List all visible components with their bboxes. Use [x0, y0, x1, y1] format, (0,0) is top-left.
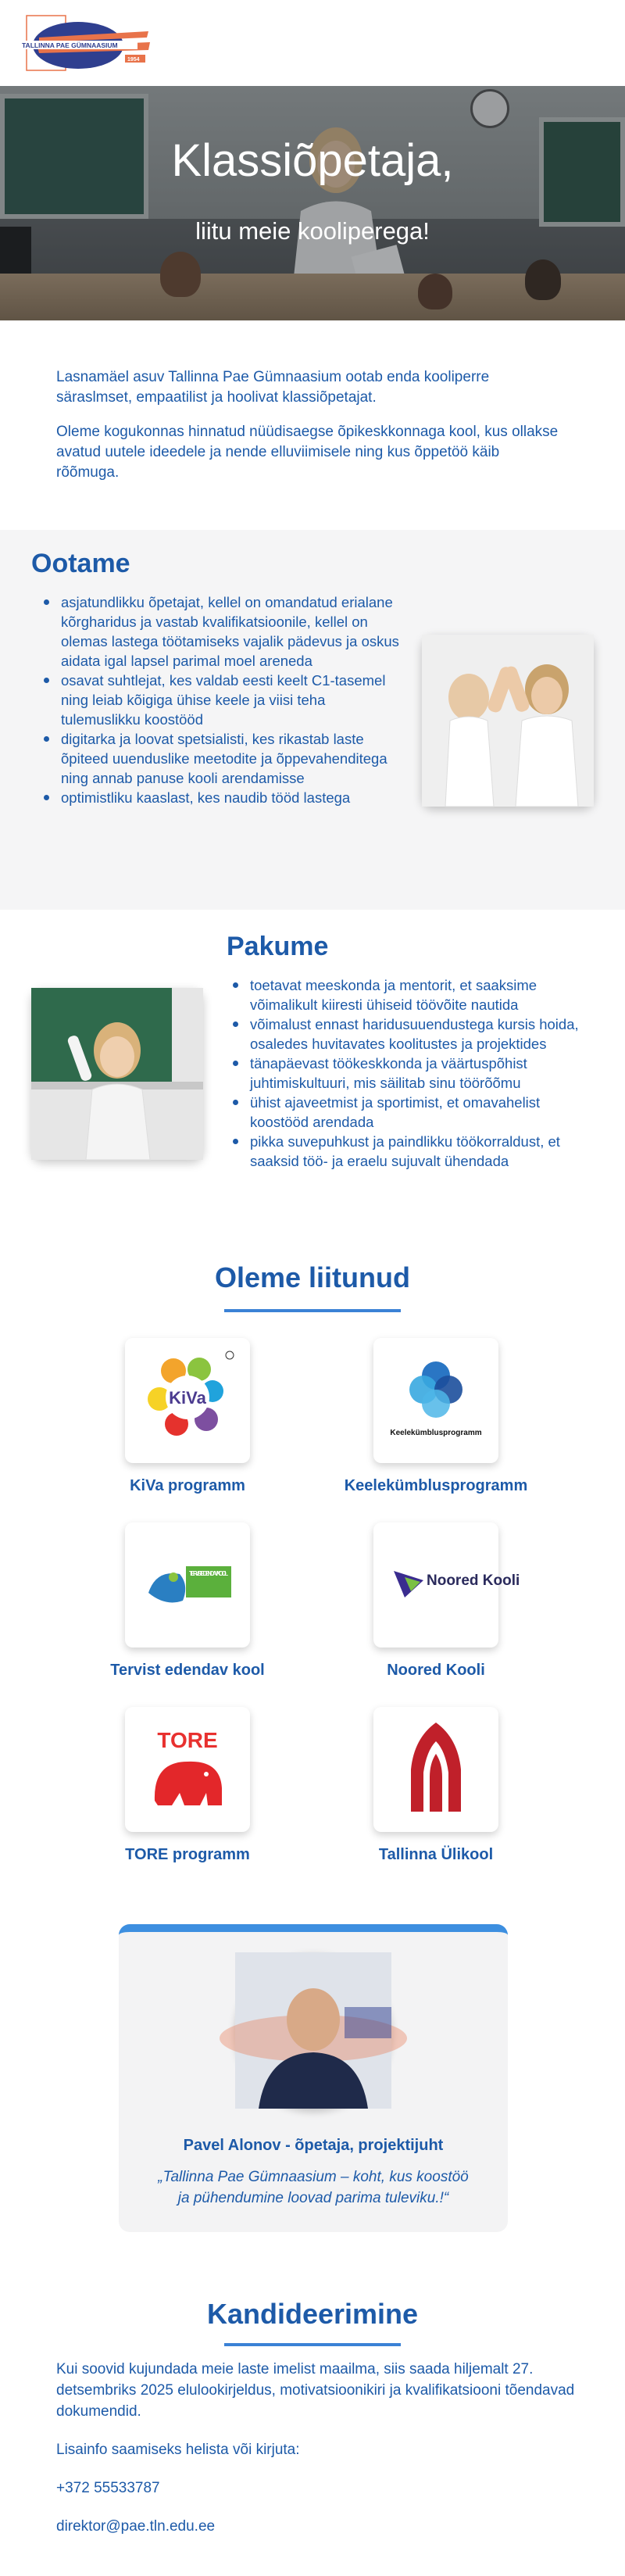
list-item: tänapäevast töökeskkonda ja väärtuspõhist juhtimiskultuuri, mis säilitab sinu töörõõmu [227, 1054, 602, 1093]
pakume-list [227, 975, 602, 1171]
partner-name[interactable]: Tervist edendav kool [110, 1662, 265, 1679]
list-item: optimistliku kaaslast, kes naudib tööd lastega [38, 788, 405, 807]
application-text: Kui soovid kujundada meie laste imelist maailma, siis saada hiljemalt 27. detsembriks 2025 elulookirjeldus, motivatsioonikiri ja kvalifikatsiooni tõendavad dokumendid. [56, 2361, 575, 2420]
section-title-ootame: Ootame [31, 549, 130, 578]
section-title-pakume: Pakume [227, 932, 329, 961]
section-title-kandideerimine: Kandideerimine [206, 2298, 419, 2330]
testimonial-card [119, 1924, 508, 2232]
noored-kooli-logo [373, 1522, 520, 1648]
tore-logo [125, 1707, 250, 1832]
avatar [235, 1952, 391, 2109]
partner-name[interactable]: Tallinna Ülikool [378, 1846, 494, 1863]
logo-text: TALLINNA PAE GÜMNAASIUM [22, 41, 118, 49]
tore-logo-text: TORE [157, 1728, 218, 1752]
phone-link[interactable]: +372 55533787 [56, 2480, 160, 2496]
partner-tore[interactable] [86, 1707, 289, 1864]
application-info [56, 2359, 588, 2554]
testimonial-name: Pavel Alonov - õpetaja, projektijuht [183, 2137, 444, 2154]
section-pakume [0, 910, 625, 1238]
list-item: osavat suhtlejat, kes valdab eesti keelt C1-tasemel ning leiab kõigiga ühise keele ja viisi teha tulemuslikku koostööd [38, 671, 405, 729]
school-logo[interactable] [16, 14, 164, 73]
ootame-list [38, 592, 405, 807]
partner-tervist-edendav[interactable] [86, 1522, 289, 1680]
partner-noored-kooli[interactable] [334, 1522, 538, 1680]
keelekumblus-logo-text: Keelekümblusprogramm [390, 1429, 482, 1437]
intro-paragraph: Oleme kogukonnas hinnatud nüüdisaegse õpikeskkonnaga kool, kus ollakse avatud uutele ideedele ja nende elluviimisele ning kus õppetöö käib rõõmuga. [56, 424, 559, 481]
partner-name[interactable]: TORE programm [125, 1846, 250, 1863]
photo-girl-chalkboard [31, 988, 203, 1160]
hero-subtitle: liitu meie kooliperega! [195, 217, 430, 245]
hero-title: Klassiõpetaja, [171, 135, 454, 186]
tervist-logo-text: TERVIST EDENDAV KOOL [189, 1570, 228, 1577]
list-item: toetavat meeskonda ja mentorit, et saaksime võimalikult kiiresti ühiseid töövõite nautida [227, 975, 602, 1014]
photo-kids-highfive [422, 635, 594, 807]
list-item: ühist ajaveetmist ja sportimist, et omavahelist koostööd arendada [227, 1093, 602, 1132]
list-item: võimalust ennast haridusuuendustega kursis hoida, osaledes huvitavates koolitustes ja projektides [227, 1014, 602, 1054]
intro-paragraph: Lasnamäel asuv Tallinna Pae Gümnaasium ootab enda kooliperre säraslmset, empaatilist ja hoolivat klassiõpetajat. [56, 369, 490, 406]
kiva-logo [125, 1338, 250, 1463]
kiva-logo-text: KiVa [169, 1388, 206, 1408]
site-header [0, 0, 625, 86]
testimonial-quote: „Tallinna Pae Gümnaasium – koht, kus koostöö ja pühendumine loovad parima tuleviku.!“ [158, 2169, 469, 2206]
logo-year: 1954 [127, 57, 140, 63]
tallinna-ulikool-logo [373, 1707, 498, 1832]
hero-banner [0, 86, 625, 320]
intro-text [56, 367, 564, 497]
list-item: pikka suvepuhkust ja paindlikku töökorraldust, et saaksid töö- ja eraelu sujuvalt ühendada [227, 1132, 602, 1171]
email-link[interactable]: direktor@pae.tln.edu.ee [56, 2518, 216, 2535]
keelekumblus-logo [373, 1338, 498, 1463]
list-item: asjatundlikku õpetajat, kellel on omandatud erialane kõrgharidus ja vastab kvalifikatsioonile, kellel on olemas lastega töötamiseks vajalik pädevus ja oskus aidata igal lapsel parimal moel areneda [38, 592, 405, 671]
tervist-edendav-logo [125, 1522, 250, 1648]
title-underline [224, 1309, 401, 1312]
partner-tallinna-ulikool[interactable] [334, 1707, 538, 1864]
list-item: digitarka ja loovat spetsialisti, kes rikastab laste õpiteed uuenduslike meetodite ja õppevahenditega ning annab panuse kooli arendamisse [38, 729, 405, 788]
section-title-joined: Oleme liitunud [214, 1261, 410, 1293]
partner-keelekumblus[interactable] [334, 1338, 538, 1495]
noored-logo-text: Noored Kooli [427, 1572, 520, 1589]
contact-intro: Lisainfo saamiseks helista või kirjuta: [56, 2442, 300, 2458]
partner-name[interactable]: Noored Kooli [387, 1662, 485, 1679]
section-ootame [0, 530, 625, 910]
title-underline [224, 2343, 401, 2346]
partner-name[interactable]: KiVa programm [130, 1477, 245, 1494]
partner-name[interactable]: Keelekümblusprogramm [344, 1477, 528, 1494]
partner-kiva[interactable] [86, 1338, 289, 1495]
